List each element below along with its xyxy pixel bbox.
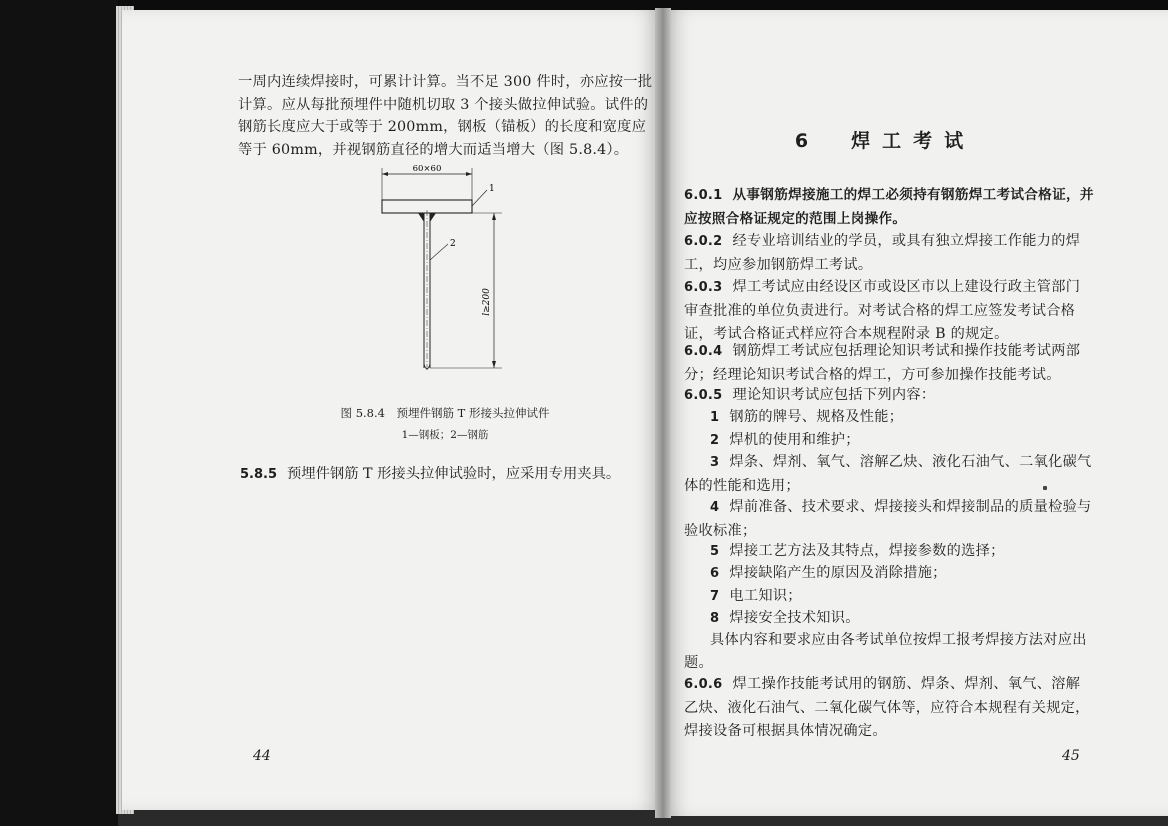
clause-number: 6.0.6 xyxy=(684,677,723,692)
clause-6-0-1 xyxy=(684,184,1094,231)
list-item: 5 焊接工艺方法及其特点，焊接参数的选择； xyxy=(710,543,1005,559)
clause-6-0-5 xyxy=(684,384,1094,408)
clause-text: 经专业培训结业的学员，或具有独立焊接工作能力的焊工，均应参加钢筋焊工考试。 xyxy=(684,233,1081,273)
page-number-left: 44 xyxy=(253,748,271,764)
clause-number: 6.0.2 xyxy=(684,234,723,249)
clause-6-0-6 xyxy=(684,673,1094,743)
left-intro-paragraph: 一周内连续焊接时，可累计计算。当不足 300 件时，亦应按一批计算。应从每批预埋件中随机切取 3 个接头做拉伸试验。试件的钢筋长度应大于或等于 200mm，钢板（锚板）的长度和宽度应等于 60mm，并视钢筋直径的增大而适当增大（图 5.8.4）。 xyxy=(238,74,653,159)
list-item: 6 焊接缺陷产生的原因及消除措施； xyxy=(710,565,947,581)
t-joint-specimen-figure xyxy=(372,160,522,380)
list-item: 4 焊前准备、技术要求、焊接接头和焊接制品的质量检验与验收标准； xyxy=(684,499,1092,539)
list-item: 3 焊条、焊剂、氧气、溶解乙炔、液化石油气、二氧化碳气体的性能和选用； xyxy=(684,454,1092,494)
clause-text: 预埋件钢筋 T 形接头拉伸试验时，应采用专用夹具。 xyxy=(287,466,621,482)
clause-6-0-2 xyxy=(684,230,1094,277)
weld-left xyxy=(418,213,424,222)
list-item: 1 钢筋的牌号、规格及性能； xyxy=(710,409,904,425)
scan-speck xyxy=(1043,486,1047,490)
clause-number: 6.0.1 xyxy=(684,188,723,203)
clause-text: 钢筋焊工考试应包括理论知识考试和操作技能考试两部分；经理论知识考试合格的焊工，方可参加操作技能考试。 xyxy=(684,343,1081,383)
clause-number: 6.0.4 xyxy=(684,344,723,359)
clause-text: 焊工操作技能考试用的钢筋、焊条、焊剂、氧气、溶解乙炔、液化石油气、二氧化碳气体等，应符合本规程有关规定，焊接设备可根据具体情况确定。 xyxy=(684,676,1090,739)
clause-number: 6.0.3 xyxy=(684,280,723,295)
clause-6-0-4 xyxy=(684,340,1094,387)
figure-label-1: 1 xyxy=(489,184,495,194)
clause-5-8-5 xyxy=(240,463,620,483)
page-number-right: 45 xyxy=(1062,748,1080,764)
weld-right xyxy=(430,213,436,222)
clause-number: 5.8.5 xyxy=(240,467,278,482)
list-item: 8 焊接安全技术知识。 xyxy=(710,610,860,626)
after-items-paragraph: 具体内容和要求应由各考试单位按焊工报考焊接方法对应出题。 xyxy=(684,632,1087,671)
clause-text: 焊工考试应由经设区市或设区市以上建设行政主管部门审查批准的单位负责进行。对考试合格的焊工应签发考试合格证，考试合格证式样应符合本规程附录 B 的规定。 xyxy=(684,279,1081,342)
clause-number: 6.0.5 xyxy=(684,388,723,403)
figure-label-2: 2 xyxy=(450,239,456,249)
list-item: 2 焊机的使用和维护； xyxy=(710,432,860,448)
clause-text: 理论知识考试应包括下列内容： xyxy=(732,387,936,403)
list-item: 7 电工知识； xyxy=(710,588,802,604)
figure-legend: 1—钢板；2—钢筋 xyxy=(401,429,489,441)
figure-caption: 图 5.8.4 预埋件钢筋 T 形接头拉伸试件 xyxy=(340,406,550,420)
clause-6-0-3 xyxy=(684,276,1094,346)
dim-length-label: l≥200 xyxy=(482,288,492,316)
chapter-title: 6 焊工考试 xyxy=(794,130,976,152)
scan-left-edge xyxy=(0,0,118,826)
clause-text: 从事钢筋焊接施工的焊工必须持有钢筋焊工考试合格证，并应按照合格证规定的范围上岗操作。 xyxy=(684,187,1094,227)
dim-top-label: 60×60 xyxy=(412,164,442,174)
